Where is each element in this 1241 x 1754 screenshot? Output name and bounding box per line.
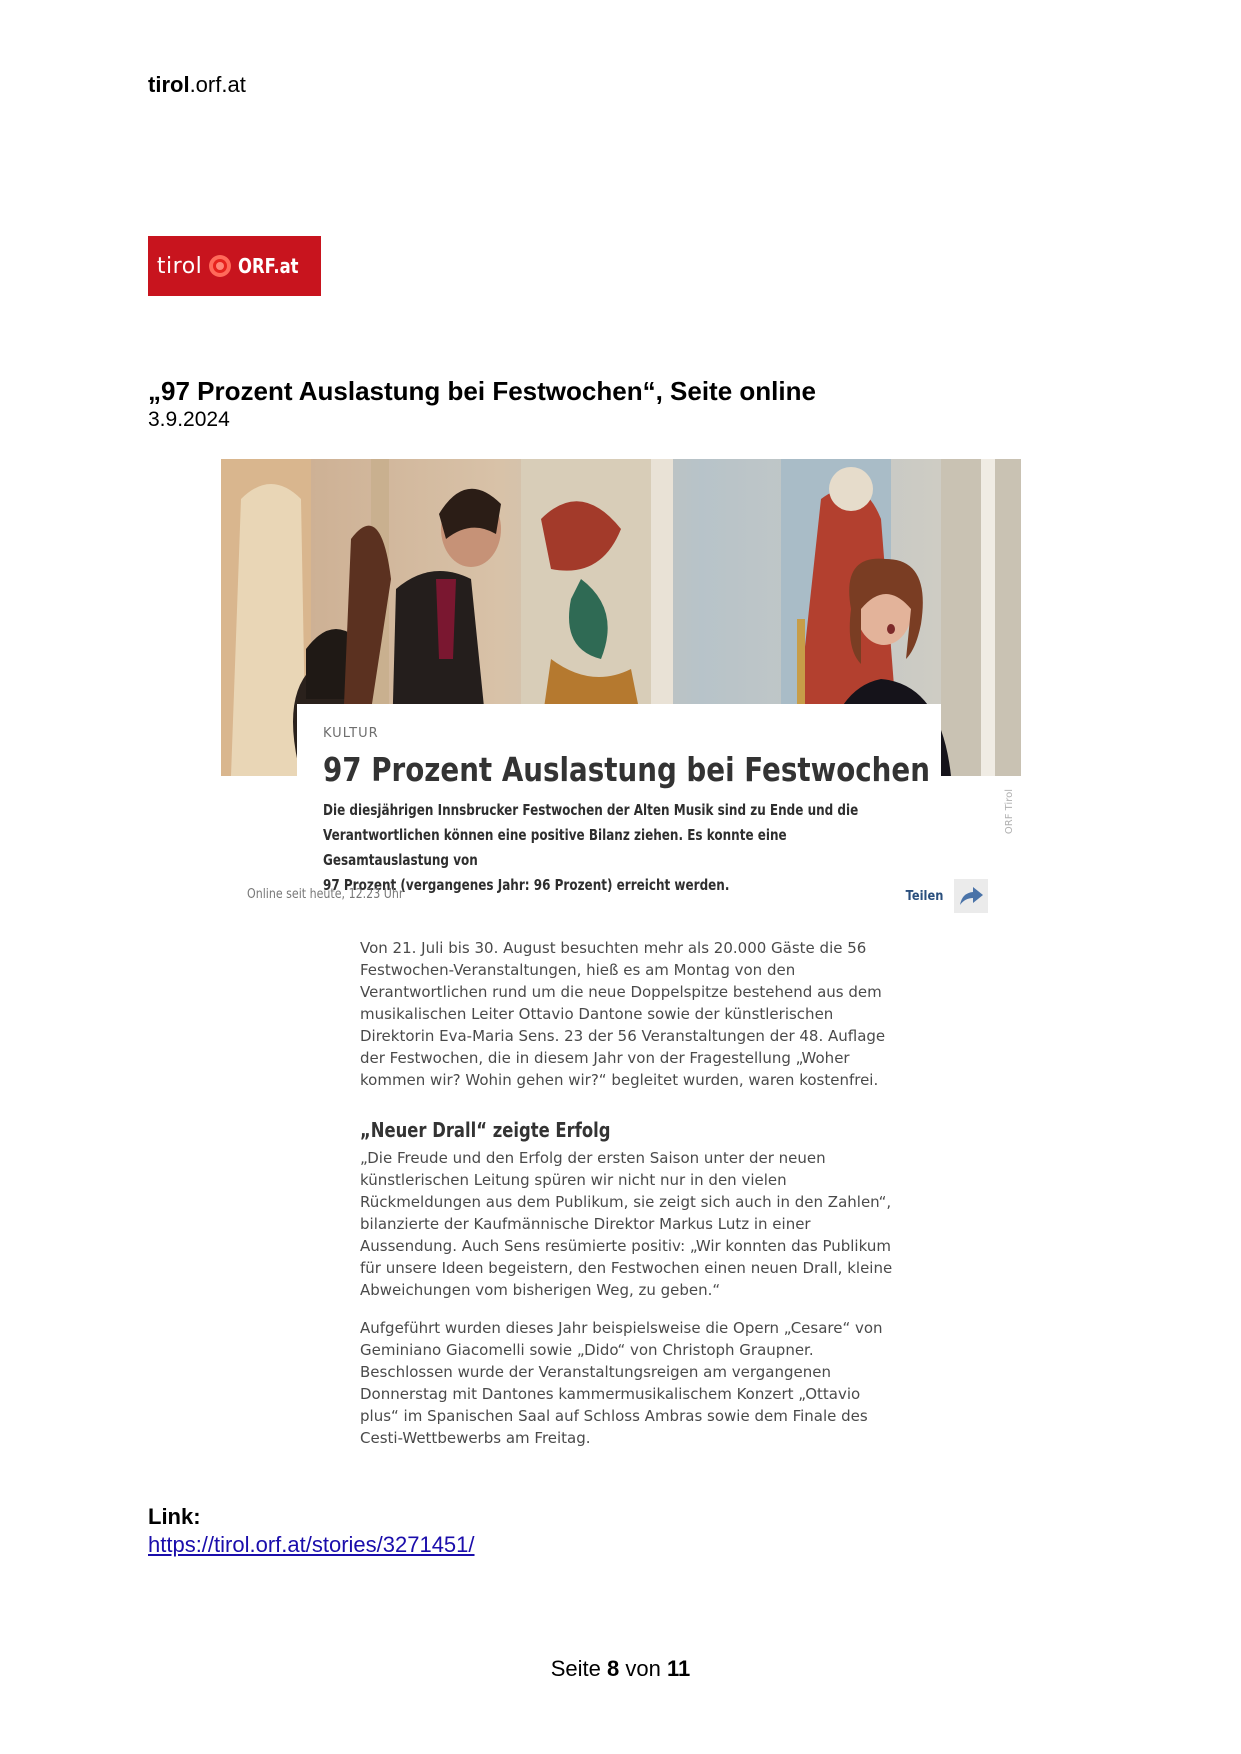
footer-prefix: Seite: [550, 1656, 608, 1681]
body-line: Verantwortlichen rund um die neue Doppelspitze bestehend aus dem: [360, 983, 882, 1001]
article-headline: 97 Prozent Auslastung bei Festwochen: [323, 750, 930, 789]
share-arrow-icon[interactable]: [954, 879, 988, 913]
body-line: bilanzierte der Kaufmännische Direktor Markus Lutz in einer: [360, 1215, 811, 1233]
article-body: [360, 937, 920, 1449]
source-link[interactable]: https://tirol.orf.at/stories/3271451/: [148, 1532, 475, 1557]
body-line: Direktorin Eva-Maria Sens. 23 der 56 Veranstaltungen der 48. Auflage: [360, 1027, 886, 1045]
body-line: plus“ im Spanischen Saal auf Schloss Ambras sowie dem Finale des: [360, 1407, 868, 1425]
article-paragraph: [360, 1147, 920, 1301]
article-paragraph: [360, 937, 920, 1091]
article-category[interactable]: KULTUR: [323, 726, 379, 741]
footer-page-number: 8: [607, 1656, 620, 1681]
page-footer: [0, 1656, 1241, 1682]
photo-credit: ORF Tirol: [1004, 789, 1015, 835]
body-line: künstlerischen Leitung spüren wir nicht nur in den vielen: [360, 1171, 787, 1189]
body-line: der Festwochen, die in diesem Jahr von der Fragestellung „Woher: [360, 1049, 850, 1067]
article-subheading: „Neuer Drall“ zeigte Erfolg: [360, 1118, 611, 1142]
lead-line: Verantwortlichen können eine positive Bilanz ziehen. Es konnte eine Gesamtauslastung von: [323, 826, 787, 869]
share-button[interactable]: [903, 879, 988, 913]
body-line: Geminiano Giacomelli sowie „Dido“ von Christoph Graupner.: [360, 1341, 814, 1359]
orf-eye-icon: [208, 254, 232, 278]
body-line: kommen wir? Wohin gehen wir?“ begleitet wurden, waren kostenfrei.: [360, 1071, 879, 1089]
article-timestamp: Online seit heute, 12.23 Uhr: [247, 887, 404, 902]
body-line: Aussendung. Auch Sens resümierte positiv: „Wir konnten das Publikum: [360, 1237, 891, 1255]
body-line: musikalischen Leiter Ottavio Dantone sowie der künstlerischen: [360, 1005, 834, 1023]
link-label: Link:: [148, 1504, 201, 1529]
site-name-rest: .orf.at: [189, 72, 246, 97]
lead-line: Die diesjährigen Innsbrucker Festwochen der Alten Musik sind zu Ende und die: [323, 801, 859, 819]
article-screenshot: [221, 459, 1021, 1449]
body-line: Beschlossen wurde der Veranstaltungsreigen am vergangenen: [360, 1363, 831, 1381]
body-line: „Die Freude und den Erfolg der ersten Saison unter der neuen: [360, 1149, 826, 1167]
footer-page-total: 11: [666, 1656, 691, 1681]
body-line: Rückmeldungen aus dem Publikum, sie zeigt sich auch in den Zahlen“,: [360, 1193, 892, 1211]
footer-middle: von: [619, 1656, 667, 1681]
tirol-orf-logo: [148, 236, 321, 296]
document-title: „97 Prozent Auslastung bei Festwochen“, Seite online: [148, 376, 816, 406]
body-line: Aufgeführt wurden dieses Jahr beispielsweise die Opern „Cesare“ von: [360, 1319, 883, 1337]
site-name-bold: tirol: [148, 72, 190, 97]
body-line: Donnerstag mit Dantones kammermusikalischem Konzert „Ottavio: [360, 1385, 861, 1403]
body-line: für unsere Ideen begeistern, den Festwochen einen neuen Drall, kleine: [360, 1259, 893, 1277]
body-line: Abweichungen vom bisherigen Weg, zu geben.“: [360, 1281, 721, 1299]
logo-tirol-text: tirol: [156, 253, 203, 279]
body-line: Festwochen-Veranstaltungen, hieß es am Montag von den: [360, 961, 796, 979]
share-label[interactable]: Teilen: [905, 888, 944, 904]
lead-line: 97 Prozent (vergangenes Jahr: 96 Prozent) erreicht werden.: [323, 876, 730, 894]
site-header: [148, 72, 246, 98]
logo-orf-text: ORF.at: [238, 254, 299, 278]
body-line: Cesti-Wettbewerbs am Freitag.: [360, 1429, 591, 1447]
article-lead: [323, 798, 867, 898]
body-line: Von 21. Juli bis 30. August besuchten mehr als 20.000 Gäste die 56: [360, 939, 867, 957]
article-paragraph: [360, 1317, 920, 1449]
document-date: 3.9.2024: [148, 408, 230, 431]
